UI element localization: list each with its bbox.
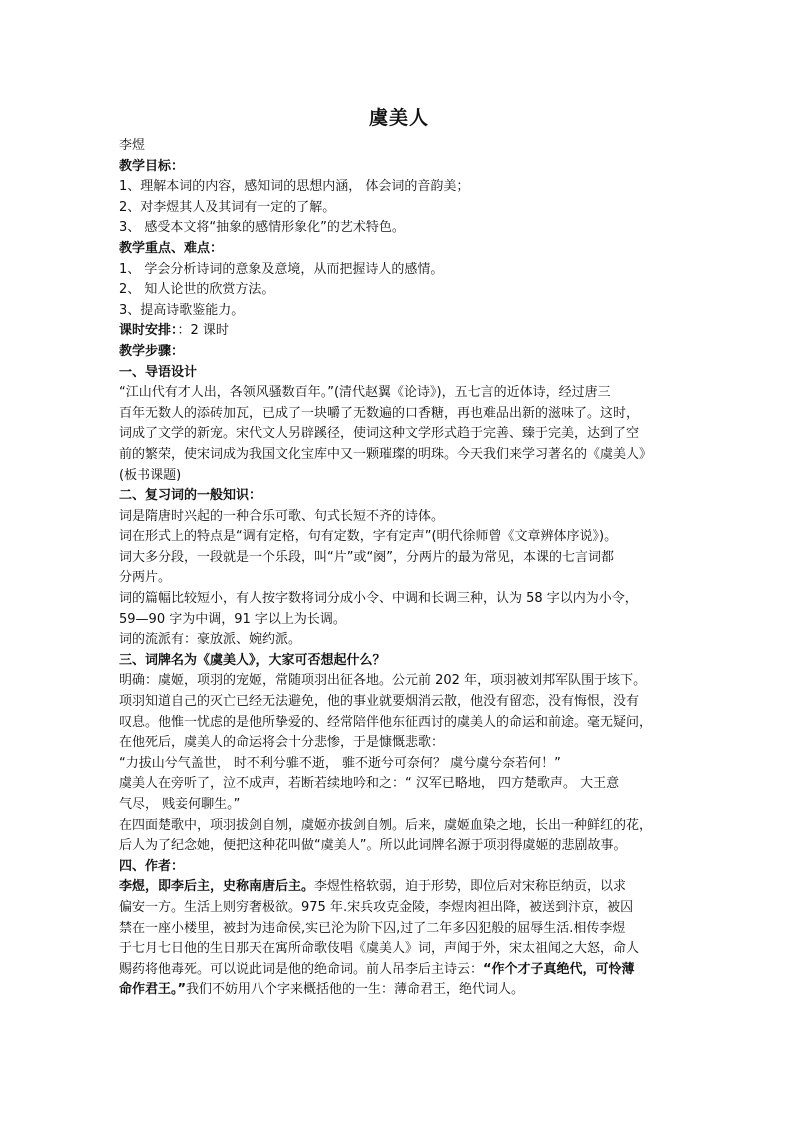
schedule-label: 课时安排：: [119, 323, 178, 339]
steps-heading: 教学步骤：: [119, 343, 185, 359]
goal-item: 3、 感受本文将“抽象的感情形象化”的艺术特色。: [119, 220, 405, 236]
goal-item: 1、理解本词的内容，感知词的思想内涵， 体会词的音韵美；: [119, 179, 470, 195]
section1-line: “江山代有才人出，各领风骚数百年。”(清代赵翼《论诗》)，五七言的近体诗，经过唐三: [119, 385, 611, 401]
section1-line: 前的繁荣，使宋词成为我国文化宝库中又一颗璀璨的明珠。今天我们来学习著名的《虞美人》: [119, 446, 653, 462]
key-point-item: 1、 学会分析诗词的意象及意境，从而把握诗人的感情。: [119, 261, 444, 277]
section1-heading: 一、导语设计: [119, 364, 198, 380]
key-point-item: 3、提高诗歌鉴能力。: [119, 302, 245, 318]
author-intro-rest: 李煜性格软弱，迫于形势，即位后对宋称臣纳贡，以求: [314, 879, 627, 895]
key-point-item: 2、 知人论世的欣赏方法。: [119, 282, 275, 298]
section1-line: 百年无数人的添砖加瓦，已成了一块嚼了无数遍的口香糖，再也难品出新的滋味了。这时，: [119, 405, 640, 421]
section4-line: [119, 980, 679, 1001]
section4-text: 赐药将他毒死。可以说此词是他的绝命词。前人吊李后主诗云：: [119, 961, 484, 977]
section2-line: 词是隋唐时兴起的一种合乐可歌、句式长短不齐的诗体。: [119, 508, 445, 524]
section3-heading: [119, 651, 679, 672]
section3-line: 项羽知道自己的灭亡已经无法避免，他的事业就要烟消云散，他没有留恋，没有悔恨，没有: [119, 694, 640, 710]
section2-line: 分两片。: [119, 570, 172, 586]
section3-heading-rest: 为《虞美人》，大家可否想起什么？: [184, 652, 386, 668]
closing-text: 我们不妨用八个字来概括他的一生：薄命君王，绝代词人。: [186, 982, 525, 998]
section2-heading: 二、复习词的一般知识：: [119, 488, 263, 504]
section4-line: 于七月七日他的生日那天在寓所命歌伎唱《虞美人》词，声闻于外，宋太祖闻之大怒，命人: [119, 941, 640, 957]
section3-line: 在四面楚歌中，项羽拔剑自刎，虞姬亦拔剑自刎。后来，虞姬血染之地，长出一种鲜红的花，: [119, 817, 653, 833]
section4-line: 偏安一方。生活上则穷奢极欲。975 年.宋兵攻克金陵，李煜肉袒出降，被送到汴京，被囚: [119, 899, 634, 915]
goals-heading: 教学目标：: [119, 158, 185, 174]
section2-line: 词的流派有：豪放派、婉约派。: [119, 632, 302, 648]
section4-line: 禁在一座小楼里，被封为违命侯,实已沦为阶下囚,过了二年多囚犯般的屈辱生活.相传李煜: [119, 920, 626, 936]
author-intro: 李煜，即李后主，史称南唐后主。: [119, 879, 315, 895]
section4-heading: 四、作者：: [119, 858, 185, 874]
page-title: 虞美人: [368, 107, 429, 129]
section3-line: 在他死后，虞美人的命运将会十分悲惨，于是慷慨悲歌：: [119, 735, 445, 751]
section4-line: [119, 877, 679, 898]
section3-heading-bold: 三、词牌名: [119, 652, 185, 668]
section2-line: 词大多分段，一段就是一个乐段，叫“片”或“阕”，分两片的最为常见，本课的七言词都: [119, 549, 614, 565]
section2-line: 词在形式上的特点是“调有定格，句有定数，字有定声”(明代徐师曾《文章辨体序说》)。: [119, 529, 618, 545]
quote-part2: 命作君王。”: [119, 982, 187, 998]
section4-line: [119, 960, 679, 981]
document-page: [119, 100, 679, 1001]
key-points-heading: 教学重点、难点：: [119, 240, 224, 256]
schedule-value: ：2 课时: [177, 323, 229, 339]
quote-part1: “作个才子真绝代，可怜薄: [483, 961, 635, 977]
section3-line: 后人为了纪念她，便把这种花叫做“虞美人”。所以此词牌名源于项羽得虞姬的悲剧故事。: [119, 838, 627, 854]
author-name: 李煜: [119, 138, 146, 153]
schedule-line: [119, 321, 679, 342]
section2-line: 59—90 字为中调，91 字以上为长调。: [119, 611, 346, 627]
section1-line: (板书课题): [119, 467, 182, 483]
section3-line: 明确：虞姬，项羽的宠姬，常随项羽出征各地。公元前 202 年，项羽被刘邦军队围于垓下。: [119, 673, 647, 689]
poem-line: “力拔山兮气盖世， 时不利兮骓不逝， 骓不逝兮可奈何？ 虞兮虞兮奈若何！”: [119, 755, 561, 771]
section3-line: 气尽， 贱妾何聊生。”: [119, 797, 241, 812]
section1-line: 词成了文学的新宠。宋代文人另辟蹊径，使词这种文学形式趋于完善、臻于完美，达到了空: [119, 426, 640, 442]
section3-line: 虞美人在旁听了，泣不成声，若断若续地吟和之：“ 汉军已略地， 四方楚歌声。 大王意: [119, 776, 620, 792]
section2-line: 词的篇幅比较短小，有人按字数将词分成小令、中调和长调三种，认为 58 字以内为小令，: [119, 591, 638, 607]
section3-line: 叹息。他惟一忧虑的是他所挚爱的、经常陪伴他东征西讨的虞美人的命运和前途。毫无疑问，: [119, 714, 653, 730]
goal-item: 2、对李煜其人及其词有一定的了解。: [119, 199, 336, 215]
